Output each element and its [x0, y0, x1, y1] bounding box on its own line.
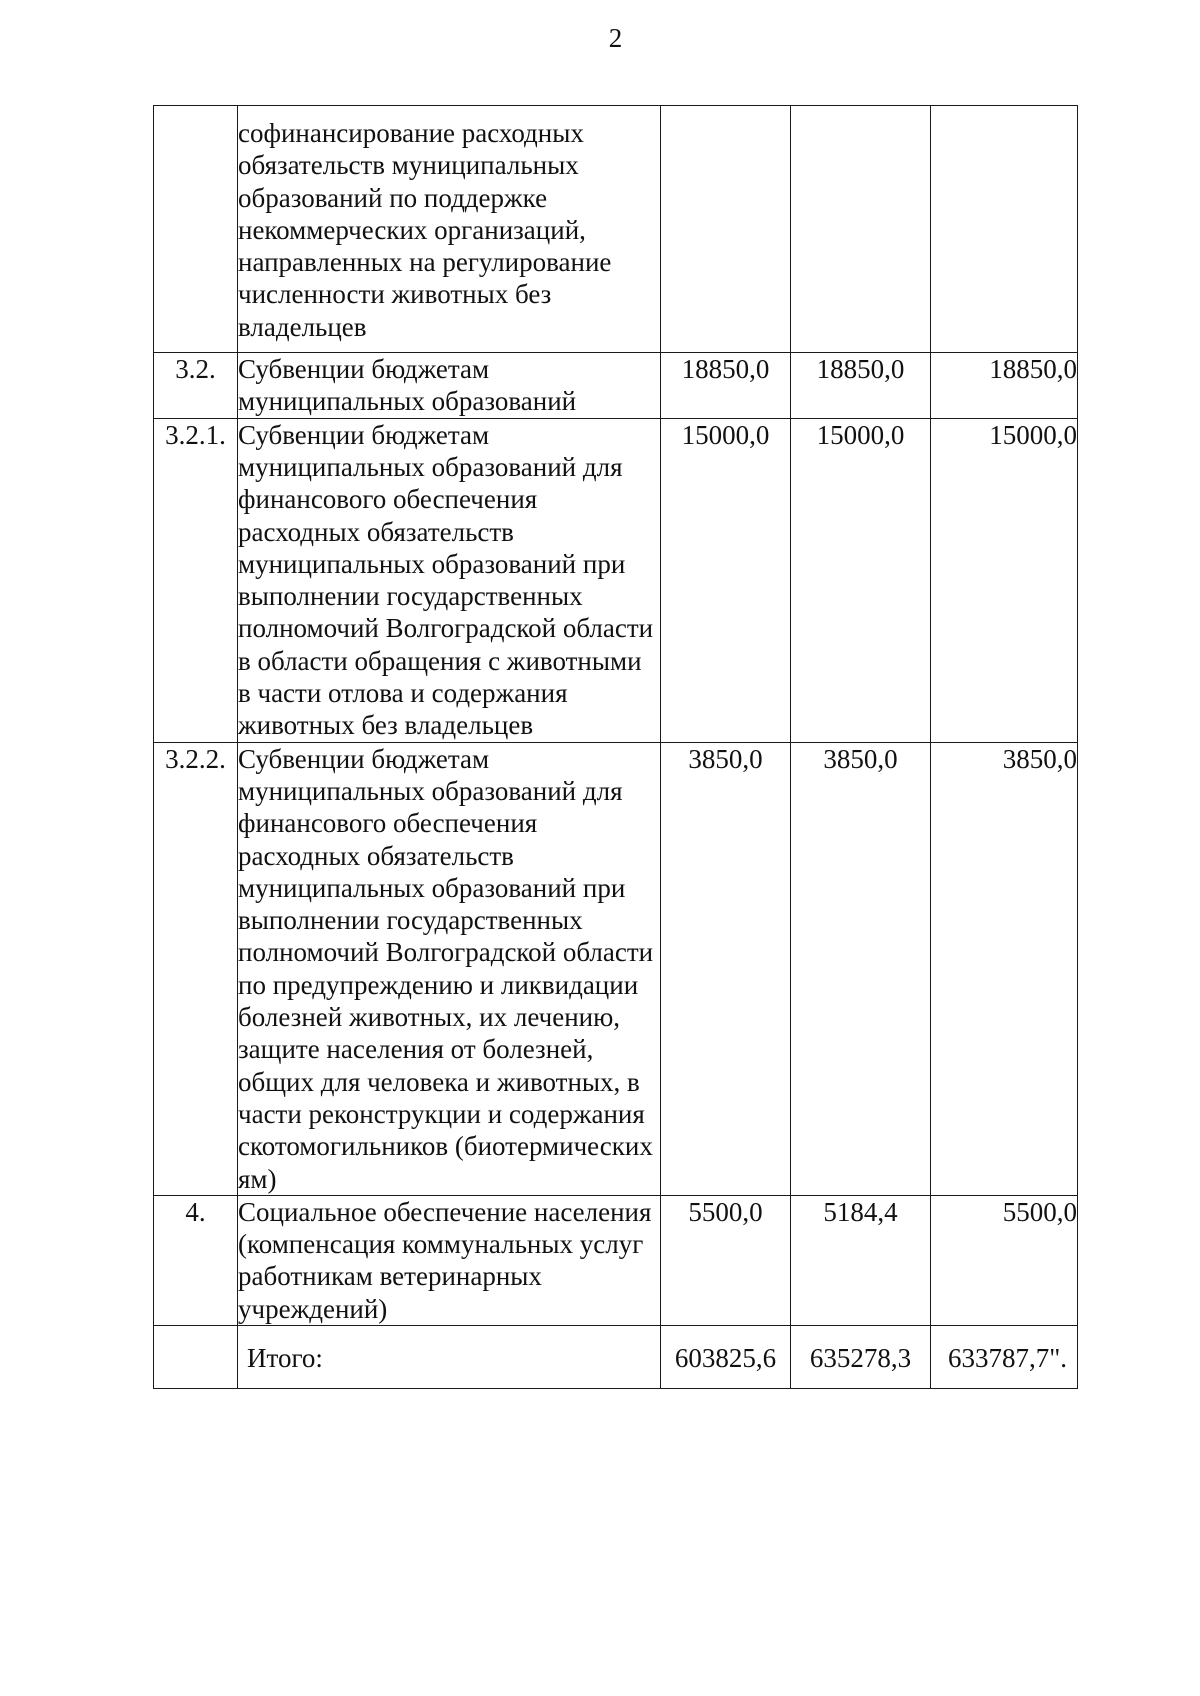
- row-value-1: 5500,0: [661, 1195, 791, 1325]
- row-name: софинансирование расходных обязательств муниципальных образований по поддержке некоммерческих организаций, направленных на регулирование численности животных без владельцев: [238, 106, 661, 353]
- row-name: Субвенции бюджетам муниципальных образований для финансового обеспечения расходных обязательств муниципальных образований при выполнении государственных полномочий Волгоградской области по предупреждению и ликвидации болезней животных, их лечению, защите населения от болезней, общих для человека и животных, в части реконструкции и содержания скотомогильников (биотермических ям): [238, 742, 661, 1195]
- table-row: [154, 353, 1078, 419]
- row-value-2: 18850,0: [791, 353, 931, 419]
- page-number: 2: [608, 23, 623, 53]
- total-value-3: 633787,7".: [931, 1325, 1078, 1388]
- row-number: [154, 106, 238, 353]
- row-name: Субвенции бюджетам муниципальных образований: [238, 353, 661, 419]
- row-value-1: 18850,0: [661, 353, 791, 419]
- row-value-1: 15000,0: [661, 418, 791, 742]
- row-value-3: 15000,0: [931, 418, 1078, 742]
- row-number: 3.2.1.: [154, 418, 238, 742]
- row-number: 3.2.2.: [154, 742, 238, 1195]
- row-value-2: 5184,4: [791, 1195, 931, 1325]
- row-value-3: 18850,0: [931, 353, 1078, 419]
- row-number: [154, 1325, 238, 1388]
- row-value-2: 15000,0: [791, 418, 931, 742]
- row-number: 3.2.: [154, 353, 238, 419]
- row-value-1: [661, 106, 791, 353]
- table-row: [154, 106, 1078, 353]
- row-value-3: [931, 106, 1078, 353]
- total-value-2: 635278,3: [791, 1325, 931, 1388]
- row-value-3: 3850,0: [931, 742, 1078, 1195]
- row-number: 4.: [154, 1195, 238, 1325]
- row-value-3: 5500,0: [931, 1195, 1078, 1325]
- table-row: [154, 418, 1078, 742]
- table-row: [154, 1195, 1078, 1325]
- total-row: [154, 1325, 1078, 1388]
- row-value-2: [791, 106, 931, 353]
- row-value-2: 3850,0: [791, 742, 931, 1195]
- budget-table: [153, 105, 1078, 1389]
- total-label: Итого:: [238, 1325, 661, 1388]
- table-row: [154, 742, 1078, 1195]
- row-value-1: 3850,0: [661, 742, 791, 1195]
- row-name: Субвенции бюджетам муниципальных образований для финансового обеспечения расходных обязательств муниципальных образований при выполнении государственных полномочий Волгоградской области в области обращения с животными в части отлова и содержания животных без владельцев: [238, 418, 661, 742]
- row-name: Социальное обеспечение населения (компенсация коммунальных услуг работникам ветеринарных учреждений): [238, 1195, 661, 1325]
- total-value-1: 603825,6: [661, 1325, 791, 1388]
